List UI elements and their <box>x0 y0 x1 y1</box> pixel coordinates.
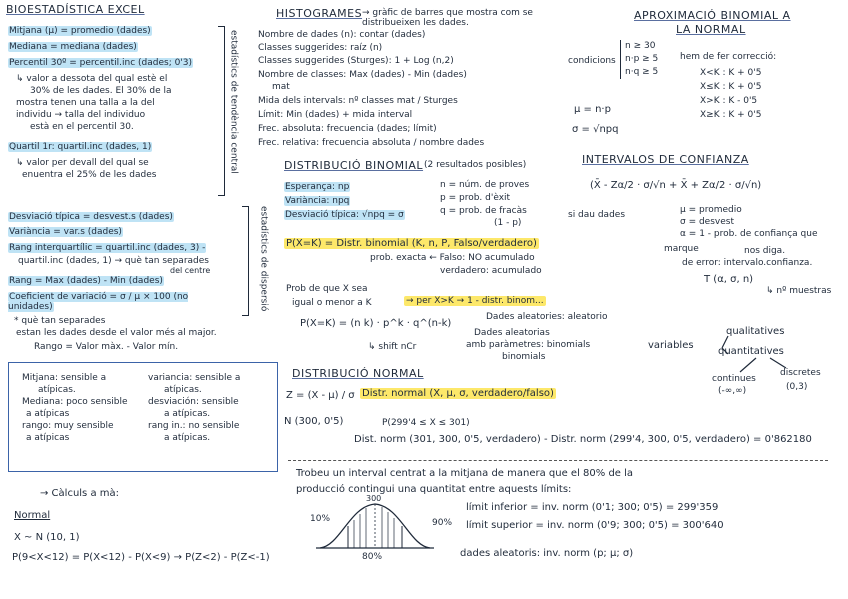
variables-quant: quantitatives <box>718 346 784 357</box>
interval-d3: α = 1 - prob. de confiança que <box>680 229 818 239</box>
aprox-corr-0: X<K : K + 0'5 <box>700 68 762 78</box>
dispersion-bracket <box>242 206 249 316</box>
rang-iq-text: Rang interquartílic = quartil.inc (dades, 3) - <box>9 243 206 253</box>
binomial-exacta: prob. exacta ← Falso: NO acumulado <box>370 253 535 263</box>
binomial-esperanca: Esperança: np <box>285 182 350 192</box>
aprox-cond-label: condicions <box>568 56 616 66</box>
binomial-formula: P(X=K) = Distr. binomial (K, n, P, Falso/verdadero) <box>286 238 537 249</box>
normal-line-2: P(9<X<12) = P(X<12) - P(X<9) → P(Z<2) - P(Z<-1) <box>12 552 270 563</box>
binomial-q-def: q = prob. de fracàs <box>440 206 527 216</box>
binomial-prob-1: Prob de que X sea <box>286 284 368 294</box>
aprox-cond-2: n·q ≥ 5 <box>625 67 659 77</box>
section-divider <box>288 460 828 461</box>
aprox-conditions <box>620 40 658 79</box>
histo-line-6: Límit: Min (dades) + mida interval <box>258 110 413 120</box>
binomial-p-def: p = prob. d'èxit <box>440 193 511 203</box>
binomial-shift: ↳ shift nCr <box>368 342 417 352</box>
normal-calc: Dist. norm (301, 300, 0'5, verdadero) - Distr. norm (299'4, 300, 0'5, verdadero) = 0'862180 <box>354 434 812 445</box>
binomial-title: DISTRIBUCIÓ BINOMIAL <box>284 159 424 172</box>
interval-d7: ↳ nº muestras <box>766 286 832 296</box>
sensitivity-col-1 <box>22 372 128 444</box>
percentil-line <box>8 58 193 68</box>
aleatories-1: Dades aleatories: aleatorio <box>486 312 608 322</box>
histo-line-3: Classes suggerides (Sturges): 1 + Log (n,2) <box>258 56 454 66</box>
coef-line <box>8 292 230 313</box>
trobeu-inf: límit inferior = inv. norm (0'1; 300; 0'5) = 299'359 <box>466 502 719 513</box>
interval-d1: μ = promedio <box>680 205 742 215</box>
variables-branch-lines <box>700 330 810 380</box>
aprox-corr-1: X≤K : K + 0'5 <box>700 82 762 92</box>
variables-label: variables <box>648 340 694 351</box>
aprox-mu: μ = n·p <box>574 104 611 115</box>
box-c2-0: variancia: sensible a <box>148 373 241 383</box>
normal-title: DISTRIBUCIÓ NORMAL <box>292 367 424 380</box>
binomial-prob-arrow-line <box>404 296 546 306</box>
normal-line-1: X ~ N (10, 1) <box>14 532 80 543</box>
aprox-corrections <box>700 66 761 122</box>
percentil-note-4: individu → talla del individuo <box>16 110 146 120</box>
variables-disc: discretes <box>780 368 821 378</box>
normal-z: Z = (X - μ) / σ <box>286 390 355 401</box>
variables-disc-2: (0,3) <box>786 382 808 392</box>
histo-line-8: Frec. relativa: frecuencia absoluta / nombre dades <box>258 138 485 148</box>
aprox-sigma: σ = √npq <box>572 124 619 135</box>
aleatories-3b: binomials <box>502 352 546 362</box>
histo-line-7: Frec. absoluta: frecuencia (dades; límit) <box>258 124 437 134</box>
mediana-text: Mediana = mediana (dades) <box>9 42 137 52</box>
interval-formula: (X̄ - Zα/2 · σ/√n + X̄ + Zα/2 · σ/√n) <box>590 180 762 191</box>
histo-subtitle: → gràfic de barres que mostra com se distribueixen les dades. <box>362 8 533 29</box>
percentil-note-5: està en el percentil 30. <box>30 122 134 132</box>
mediana-line <box>8 42 138 52</box>
box-c1-3: a atípicas <box>26 409 70 419</box>
percentil-note-2: 30% de les dades. El 30% de la <box>30 86 172 96</box>
coef-note-3: Rango = Valor màx. - Valor mín. <box>34 342 179 352</box>
vertical-label-dispersion: estadístics de dispersió <box>258 206 269 312</box>
interval-d2: σ = desvest <box>680 217 734 227</box>
mitjana-text: Mitjana (μ) = promedio (dades) <box>9 26 151 36</box>
binomial-desviacio: Desviació típica: √npq = σ <box>285 210 404 220</box>
coef-note-2: estan les dades desde el valor més al major. <box>16 328 217 338</box>
interval-si: si dau dades <box>568 210 626 220</box>
box-c2-4: rang in.: no sensible <box>148 421 240 431</box>
aprox-corr-3: X≥K : K + 0'5 <box>700 110 762 120</box>
box-c1-0: Mitjana: sensible a <box>22 373 107 383</box>
aprox-cond-1: n·p ≥ 5 <box>625 54 659 64</box>
variancia-text: Variància = var.s (dades) <box>9 227 122 237</box>
binomial-esperanca-line <box>284 182 350 192</box>
trobeu-line-1: Trobeu un interval centrat a la mitjana de manera que el 80% de la <box>296 468 634 479</box>
vertical-label-central: estadístics de tendència central <box>228 30 239 174</box>
binomial-variancia: Variància: npq <box>285 196 350 206</box>
binomial-combination: P(X=K) = (n k) · p^k · q^(n-k) <box>300 318 452 329</box>
trobeu-dades: dades aleatoris: inv. norm (p; μ; σ) <box>460 548 634 559</box>
histo-title: HISTOGRAMES <box>276 7 363 20</box>
sensitivity-col-2 <box>148 372 240 444</box>
histo-line-1: Nombre de dades (n): contar (dades) <box>258 30 426 40</box>
trobeu-sup: límit superior = inv. norm (0'9; 300; 0'5) = 300'640 <box>466 520 724 531</box>
variables-qual: qualitatives <box>726 326 785 337</box>
normal-n: N (300, 0'5) <box>284 416 344 427</box>
histo-line-2: Classes suggerides: raíz (n) <box>258 43 383 53</box>
percentil-text: Percentil 30º = percentil.inc (dades; 0'3) <box>9 58 193 68</box>
coef-text: Coeficient de variació = σ / μ × 100 (no unidades) <box>8 292 189 313</box>
aprox-title-2: LA NORMAL <box>676 23 746 36</box>
bell-label-90: 90% <box>432 518 453 528</box>
aprox-title: APROXIMACIÓ BINOMIAL A <box>634 9 791 22</box>
binomial-desviacio-line <box>284 210 405 220</box>
box-c2-2: desviación: sensible <box>148 397 239 407</box>
normal-formula: Distr. normal (X, μ, σ, verdadero/falso) <box>362 388 554 399</box>
aleatories-2: Dades aleatorias <box>474 328 550 338</box>
rang-iq-line-2: quartil.inc (dades, 1) → què tan separades <box>18 256 209 266</box>
box-c2-5: a atípicas. <box>164 433 211 443</box>
rang-iq-line <box>8 243 206 253</box>
binomial-variancia-line <box>284 196 350 206</box>
rang-text: Rang = Max (dades) - Min (dades) <box>9 276 163 286</box>
box-c1-2: Mediana: poco sensible <box>22 397 128 407</box>
box-c2-1: atípicas. <box>164 385 202 395</box>
box-c1-5: a atípicas <box>26 433 70 443</box>
binomial-acum: verdadero: acumulado <box>440 266 542 276</box>
percentil-note-1: ↳ valor a dessota del qual estè el <box>16 74 168 84</box>
bell-label-peak: 300 <box>366 494 382 503</box>
variancia-line <box>8 227 123 237</box>
variables-cont-2: (-∞,∞) <box>718 386 747 396</box>
binomial-prob-2: igual o menor a K <box>292 298 372 308</box>
box-c1-1: atípicas. <box>38 385 76 395</box>
interval-title: INTERVALOS DE CONFIANZA <box>582 153 749 166</box>
binomial-subtitle: (2 resultados posibles) <box>424 160 527 170</box>
rang-iq-line-3: del centre <box>170 266 211 275</box>
histo-line-4b: mat <box>272 82 290 92</box>
mitjana-line <box>8 26 152 36</box>
rang-line <box>8 276 164 286</box>
binomial-q-def-2: (1 - p) <box>494 218 522 228</box>
bell-label-80: 80% <box>362 552 383 562</box>
box-c2-3: a atípicas. <box>164 409 211 419</box>
normal-formula-line <box>360 388 556 400</box>
histo-line-4: Nombre de classes: Max (dades) - Min (dades) <box>258 70 467 80</box>
percentil-note-3: mostra tenen una talla a la del <box>16 98 155 108</box>
quartil-text: Quartil 1r: quartil.inc (dades, 1) <box>9 142 152 152</box>
quartil-line <box>8 142 152 152</box>
bell-label-10: 10% <box>310 514 331 524</box>
page-title: BIOESTADÍSTICA EXCEL <box>6 3 145 16</box>
aleatories-3: amb paràmetres: binomials <box>466 340 591 350</box>
normal-p: P(299'4 ≤ X ≤ 301) <box>382 418 470 428</box>
calculs-heading: → Càlculs a mà: <box>40 488 119 499</box>
central-bracket <box>218 26 225 196</box>
interval-d5: de error: intervalo.confianza. <box>682 258 813 268</box>
desviacio-text: Desviació típica = desvest.s (dades) <box>9 212 173 222</box>
aprox-cond-0: n ≥ 30 <box>625 41 656 51</box>
box-c1-4: rango: muy sensible <box>22 421 114 431</box>
desviacio-line <box>8 212 174 222</box>
quartil-note-1: ↳ valor per devall del qual se <box>16 158 149 168</box>
trobeu-line-2: producció contingui una quantitat entre aquests límits: <box>296 484 572 495</box>
interval-d6: T (α, σ, n) <box>704 274 754 285</box>
binomial-prob-arrow: → per X>K → 1 - distr. binom... <box>406 296 544 306</box>
histo-line-5: Mida dels intervals: nº classes mat / Sturges <box>258 96 458 106</box>
aprox-corr-2: X>K : K - 0'5 <box>700 96 758 106</box>
normal-heading: Normal <box>14 510 51 521</box>
variables-cont: continues <box>712 374 756 384</box>
interval-d4b: nos diga. <box>744 246 786 256</box>
aprox-fer: hem de fer correcció: <box>680 52 777 62</box>
coef-note-1: * què tan separades <box>14 316 106 326</box>
binomial-n-def: n = núm. de proves <box>440 180 530 190</box>
quartil-note-2: enuentra el 25% de les dades <box>22 170 157 180</box>
interval-defs <box>680 204 817 240</box>
binomial-formula-line <box>284 238 539 250</box>
interval-d4: marque <box>664 244 699 254</box>
